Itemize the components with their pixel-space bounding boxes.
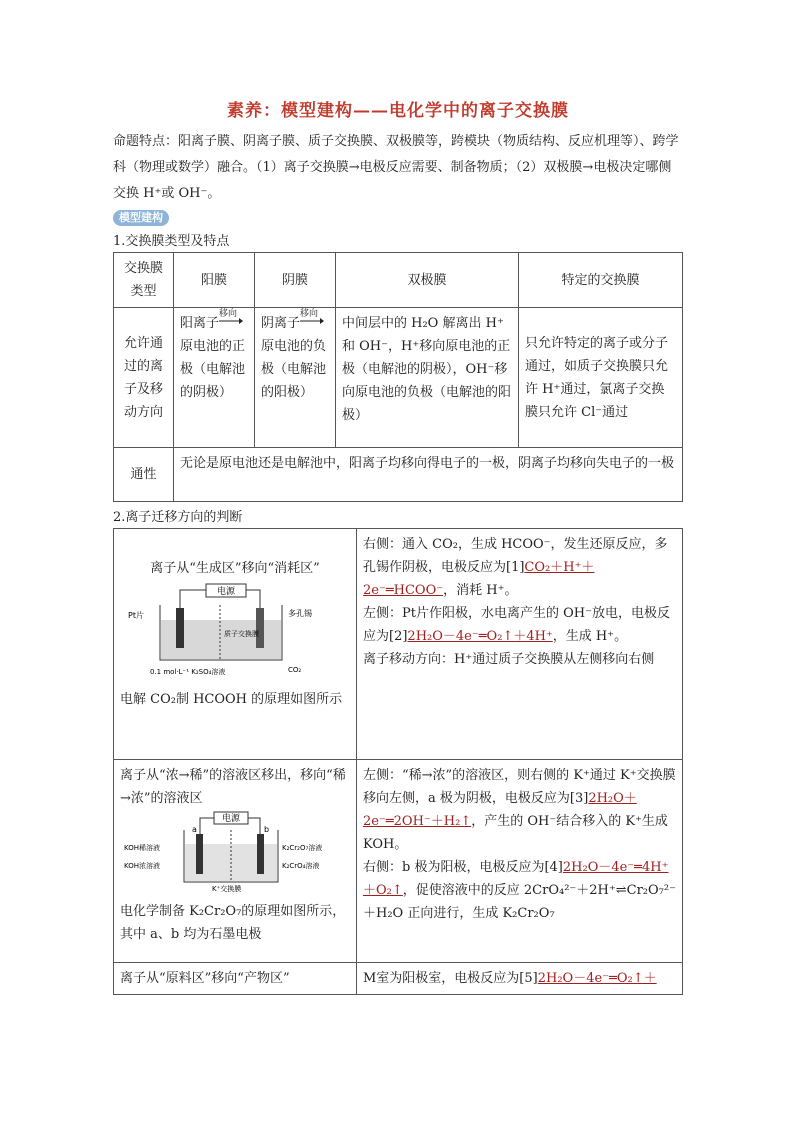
svg-text:KOH浓溶液: KOH浓溶液 (124, 862, 160, 870)
membrane-type-table (113, 252, 683, 502)
header-cell: 双极膜 (336, 253, 519, 308)
migration-row-3 (114, 963, 683, 995)
svg-text:K₂CrO₄溶液: K₂CrO₄溶液 (282, 862, 320, 870)
header-cell: 特定的交换膜 (519, 253, 683, 308)
row-label: 允许通过的离子及移动方向 (114, 308, 174, 448)
right-cell: 左侧：“稀→浓”的溶液区，则右侧的 K⁺通过 K⁺交换膜移向左侧，a 极为阴极，电极反应为[3]2H₂O＋2e⁻═2OH⁻＋H₂↑，产生的 OH⁻结合移入的 K⁺生成 KOH。 右侧：b 极为阳极，电极反应为[4]2H₂O－4e⁻═4H⁺＋O₂↑，促使溶液中的反应 2CrO₄²⁻＋2H⁺⇌Cr₂O₇²⁻＋H₂O 正向进行，生成 K₂Cr₂O₇ (357, 760, 683, 963)
svg-text:0.1 mol·L⁻¹ K₂SO₄溶液: 0.1 mol·L⁻¹ K₂SO₄溶液 (150, 668, 226, 676)
header-cell: 阴膜 (255, 253, 336, 308)
k2cr2o7-figure (120, 810, 348, 892)
table1-row-migration (114, 308, 683, 448)
migration-row-2 (114, 760, 683, 963)
figure-caption: 电化学制备 K₂Cr₂O₇的原理如图所示，其中 a、b 均为石墨电极 (120, 904, 346, 942)
specific-cell: 只允许特定的离子或分子通过，如质子交换膜只允许 H⁺通过，氯离子交换膜只允许 Cl⁻通过 (519, 308, 683, 448)
intro-paragraph: 命题特点：阳离子膜、阴离子膜、质子交换膜、双极膜等，跨模块（物质结构、反应机理等）、跨学科（物理或数学）融合。（1）离子交换膜→电极反应需要、制备物质；（2）双极膜→电极决定哪侧交换 H⁺或 OH⁻。 (113, 134, 679, 201)
svg-text:K₂Cr₂O₇溶液: K₂Cr₂O₇溶液 (282, 844, 323, 852)
figure-caption: 电解 CO₂制 HCOOH 的原理如图所示 (120, 692, 343, 707)
anion-cell: 阴离子 移向 原电池的负极（电解池的阳极） (255, 308, 336, 448)
general-cell: 无论是原电池还是电解池中，阳离子均移向得电子的一极，阴离子均移向失电子的一极 (174, 448, 683, 502)
migration-table (113, 528, 683, 995)
left-cell (114, 760, 357, 963)
svg-text:电源: 电源 (221, 814, 241, 824)
header-cell: 交换膜类型 (114, 253, 174, 308)
model-tag: 模型建构 (113, 210, 169, 226)
migration-row-1 (114, 529, 683, 760)
table1-row-general (114, 448, 683, 502)
cation-cell: 阳离子 移向 原电池的正极（电解池的阴极） (174, 308, 255, 448)
svg-text:b: b (264, 825, 270, 834)
co2-electrolysis-figure (120, 580, 348, 680)
svg-text:KOH稀溶液: KOH稀溶液 (124, 844, 160, 852)
bipolar-cell: 中间层中的 H₂O 解离出 H⁺和 OH⁻，H⁺移向原电池的正极（电解池的阴极），OH⁻移向原电池的负极（电解池的阳极） (336, 308, 519, 448)
svg-text:电源: 电源 (216, 587, 236, 597)
page-title: 素养：模型建构——电化学中的离子交换膜 (227, 101, 569, 121)
left-cell (114, 529, 357, 760)
svg-text:多孔锡: 多孔锡 (288, 609, 312, 618)
arrow-icon: 移向 (219, 313, 243, 327)
header-cell: 阳膜 (174, 253, 255, 308)
right-cell: M室为阳极室，电极反应为[5]2H₂O－4e⁻═O₂↑＋ (357, 963, 683, 995)
page (113, 92, 683, 995)
svg-text:质子交换膜: 质子交换膜 (224, 630, 259, 638)
row-label: 通性 (114, 448, 174, 502)
svg-text:CO₂: CO₂ (288, 666, 302, 674)
section-1-heading: 1.交换膜类型及特点 (113, 234, 230, 249)
arrow-icon: 移向 (300, 313, 324, 327)
rule-text: 离子从“生成区”移向“消耗区” (150, 561, 320, 576)
section-2-heading: 2.离子迁移方向的判断 (113, 510, 243, 525)
left-cell: 离子从“原料区”移向“产物区” (114, 963, 357, 995)
table1-header-row (114, 253, 683, 308)
right-cell: 右侧：通入 CO₂，生成 HCOO⁻，发生还原反应，多孔锡作阴极，电极反应为[1]CO₂＋H⁺＋2e⁻═HCOO⁻，消耗 H⁺。 左侧：Pt片作阳极，水电离产生的 OH⁻放电，电极反应为[2]2H₂O－4e⁻═O₂↑＋4H⁺，生成 H⁺。 离子移动方向：H⁺通过质子交换膜从左侧移向右侧 (357, 529, 683, 760)
rule-text: 离子从“浓→稀”的溶液区移出，移向“稀→浓”的溶液区 (120, 768, 346, 806)
svg-text:Pt片: Pt片 (128, 611, 144, 620)
svg-text:K⁺交换膜: K⁺交换膜 (212, 885, 242, 892)
svg-text:a: a (192, 825, 197, 834)
